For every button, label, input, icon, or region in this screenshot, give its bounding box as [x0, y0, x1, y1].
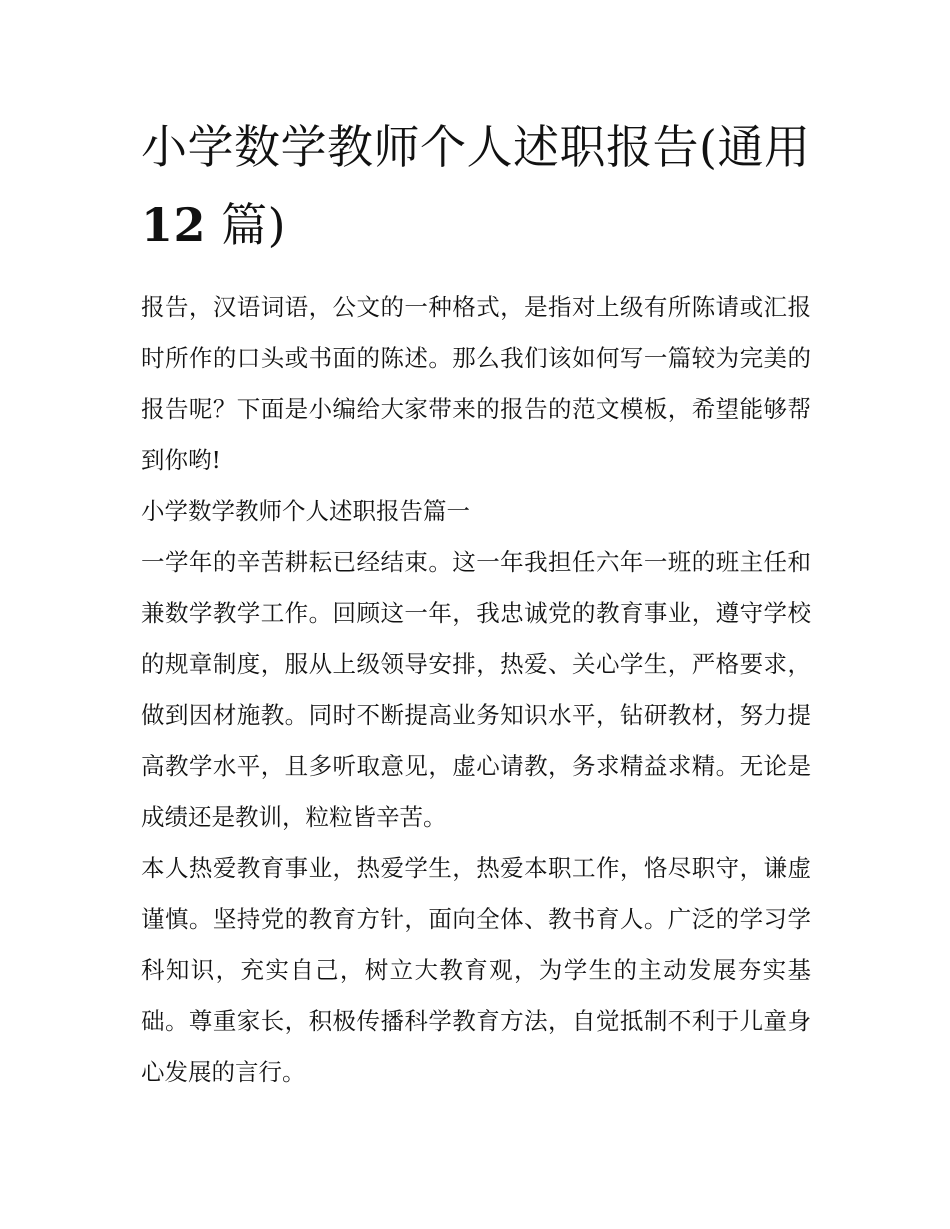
title-text-end: 篇): [221, 198, 287, 252]
document-page: [141, 108, 811, 1098]
title-text-main: 小学数学教师个人述职报告(通用: [141, 120, 811, 174]
body-paragraph-2: 本人热爱教育事业，热爱学生，热爱本职工作，恪尽职守，谦虚谨慎。坚持党的教育方针，面向全体、教书育人。广泛的学习学科知识，充实自己，树立大教育观，为学生的主动发展夯实基础。尊重家长，积极传播科学教育方法，自觉抵制不利于儿童身心发展的言行。: [141, 854, 811, 1086]
section-heading: 小学数学教师个人述职报告篇一: [141, 497, 470, 525]
body-paragraph-1: 一学年的辛苦耕耘已经结束。这一年我担任六年一班的班主任和兼数学教学工作。回顾这一年，我忠诚党的教育事业，遵守学校的规章制度，服从上级领导安排，热爱、关心学生，严格要求，做到因材施教。同时不断提高业务知识水平，钻研教材，努力提高教学水平，且多听取意见，虚心请教，务求精益求精。无论是成绩还是教训，粒粒皆辛苦。: [141, 548, 811, 831]
title-number: 12: [141, 198, 207, 252]
document-title: [141, 108, 811, 264]
intro-paragraph: 报告，汉语词语，公文的一种格式，是指对上级有所陈请或汇报时所作的口头或书面的陈述。那么我们该如何写一篇较为完美的报告呢？下面是小编给大家带来的报告的范文模板，希望能够帮到你哟!: [141, 293, 811, 474]
